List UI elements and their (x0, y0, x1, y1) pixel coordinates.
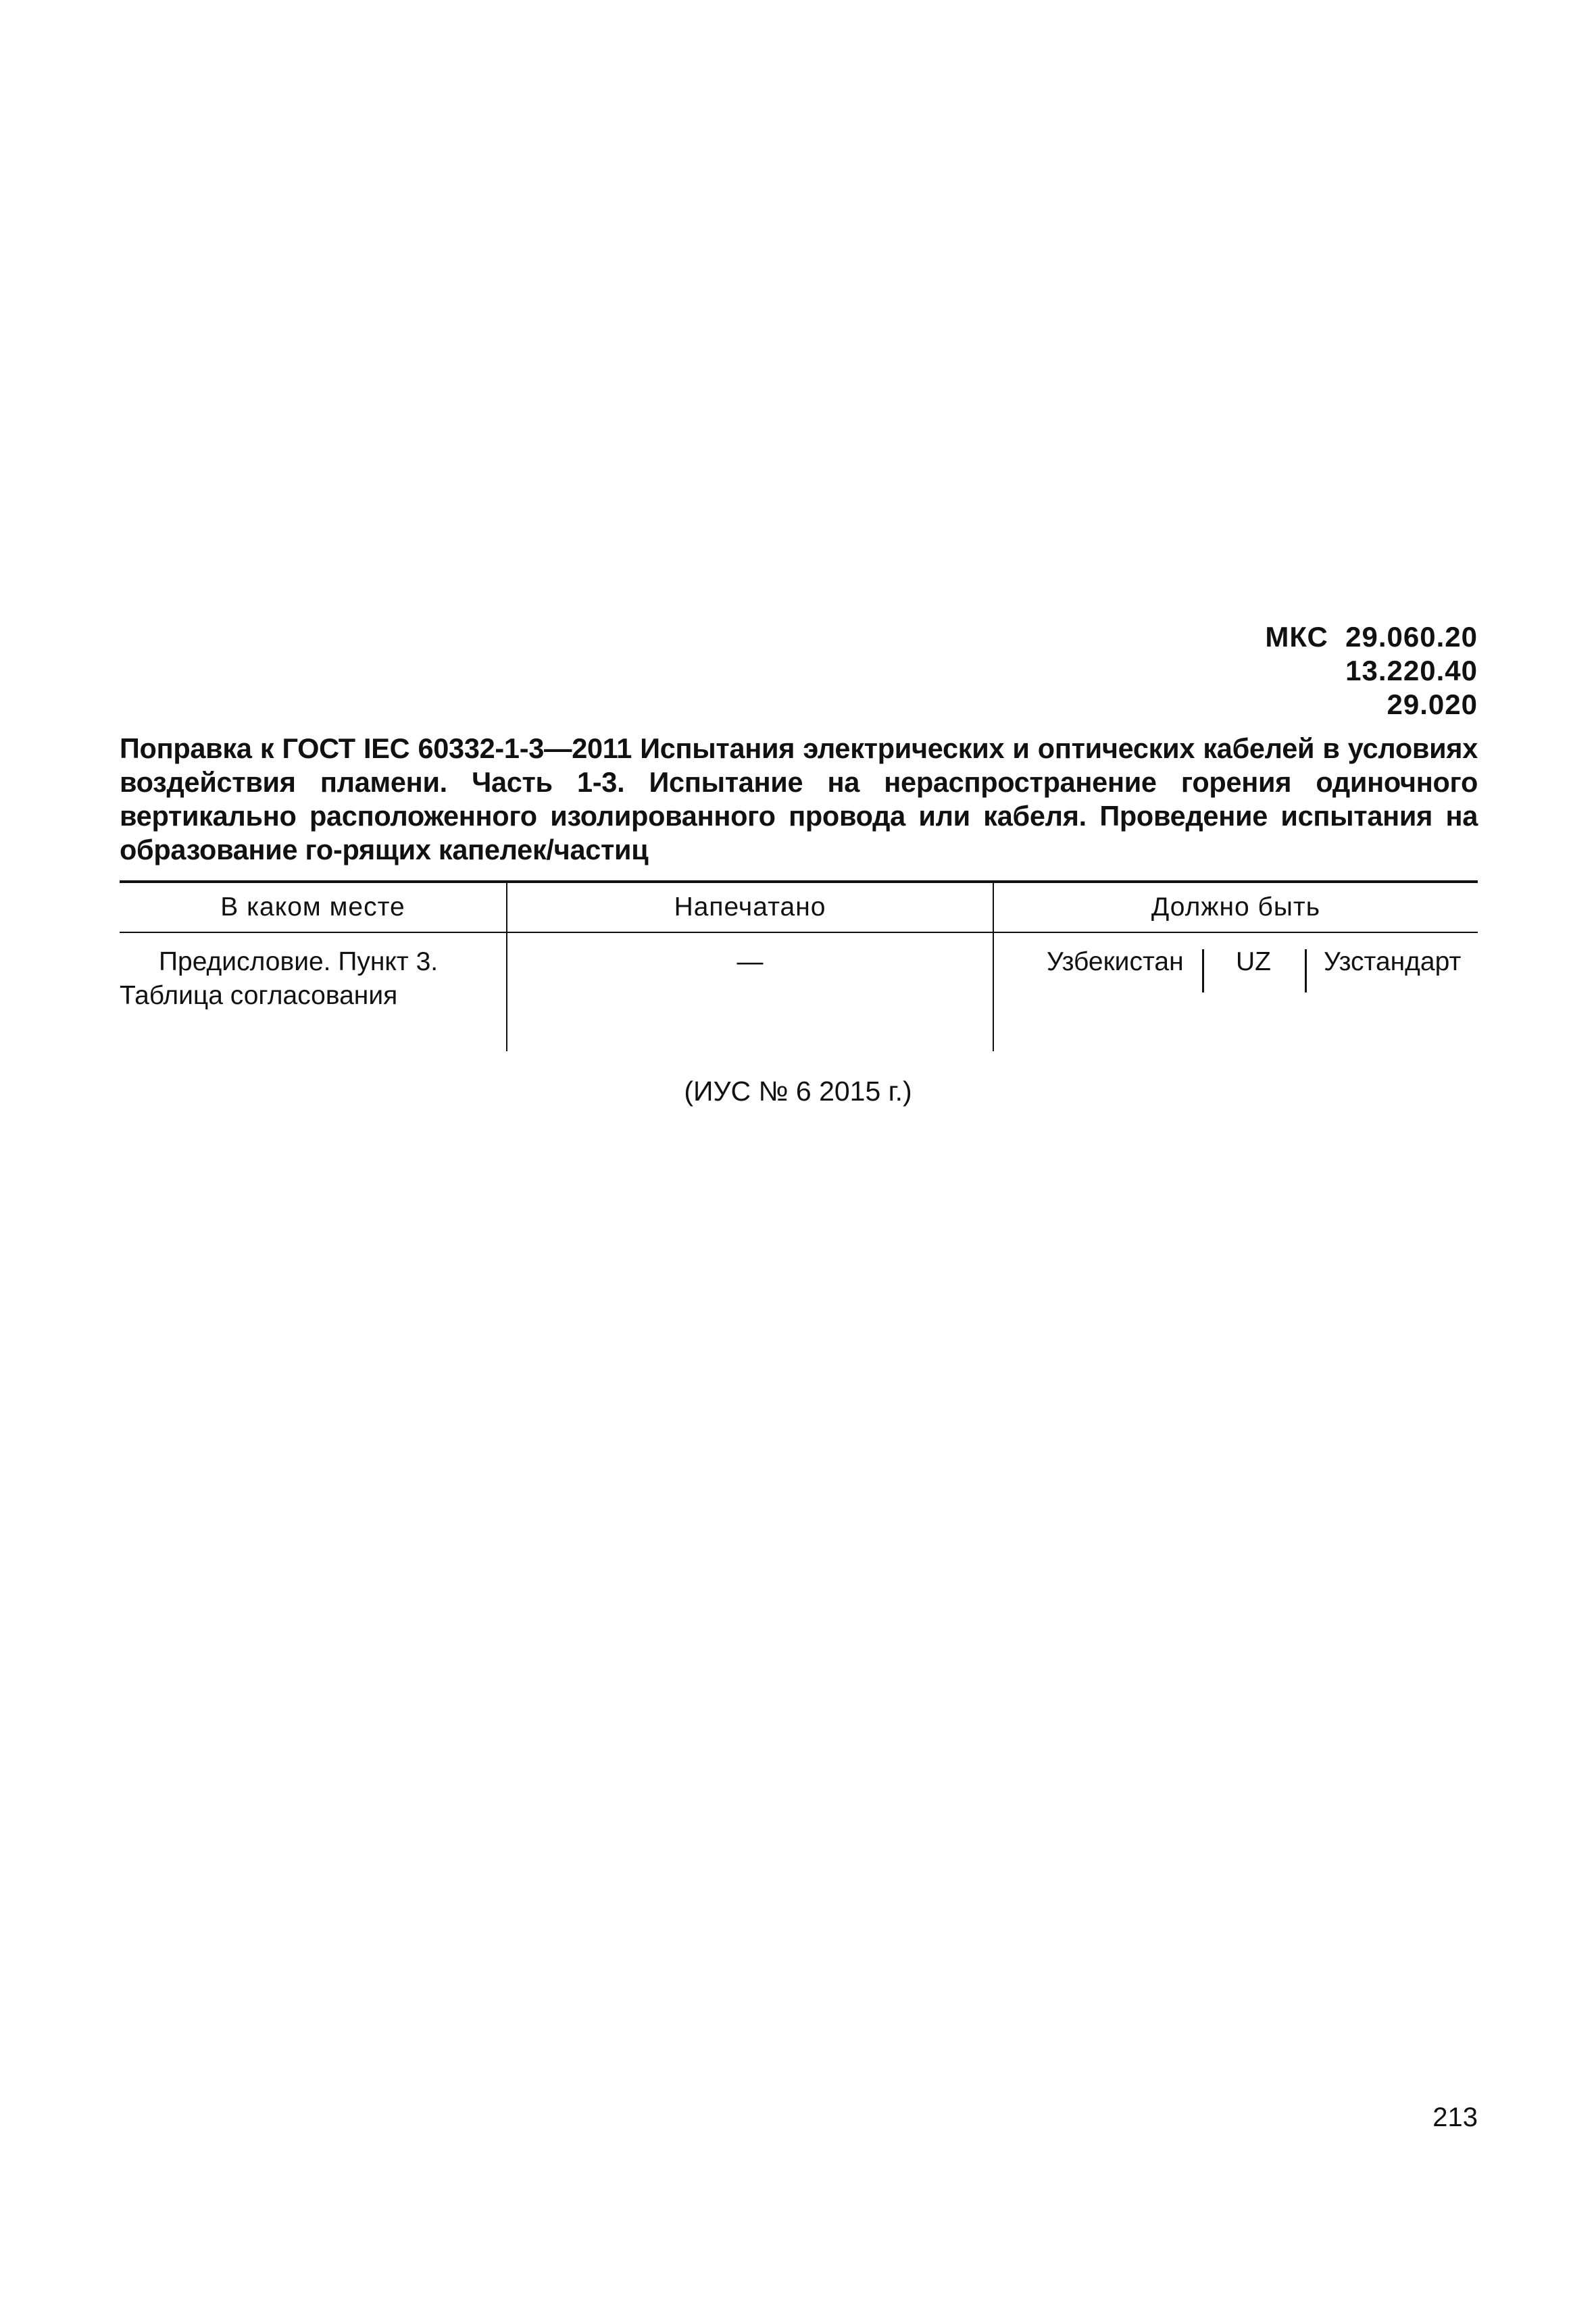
cell-where (120, 932, 507, 1051)
country-code: UZ (1236, 947, 1271, 976)
classification-code: 29.020 (1387, 688, 1478, 720)
column-divider (1202, 949, 1204, 992)
classification-code: МКС 29.060.20 (1265, 621, 1478, 653)
column-divider (1305, 949, 1307, 992)
page-number: 213 (1432, 2103, 1478, 2132)
header-where: В каком месте (120, 882, 507, 932)
amendment-title: Поправка к ГОСТ IEC 60332-1-3—2011 Испытания электрических и оптических кабелей в условиях воздействия пламени. Часть 1-3. Испытание на нераспространение горения одиночного вертикально расположенного изолированного провода или кабеля. Проведение испытания на образование го-рящих капелек/частиц (120, 732, 1478, 865)
country-name: Узбекистан (1047, 947, 1184, 976)
cell-printed: — (507, 932, 993, 1051)
classification-codes (1265, 620, 1478, 722)
where-line: Предисловие. Пункт 3. (159, 947, 439, 976)
header-should-be: Должно быть (993, 882, 1478, 932)
cell-should-be (993, 932, 1478, 1051)
header-printed: Напечатано (507, 882, 993, 932)
source-reference: (ИУС № 6 2015 г.) (684, 1076, 912, 1107)
classification-code: 13.220.40 (1345, 655, 1478, 686)
standards-body: Узстандарт (1324, 947, 1462, 976)
table-row (120, 932, 1478, 1051)
where-line: Таблица согласования (120, 981, 398, 1010)
amendment-table (120, 880, 1478, 1051)
table-header-row (120, 882, 1478, 932)
